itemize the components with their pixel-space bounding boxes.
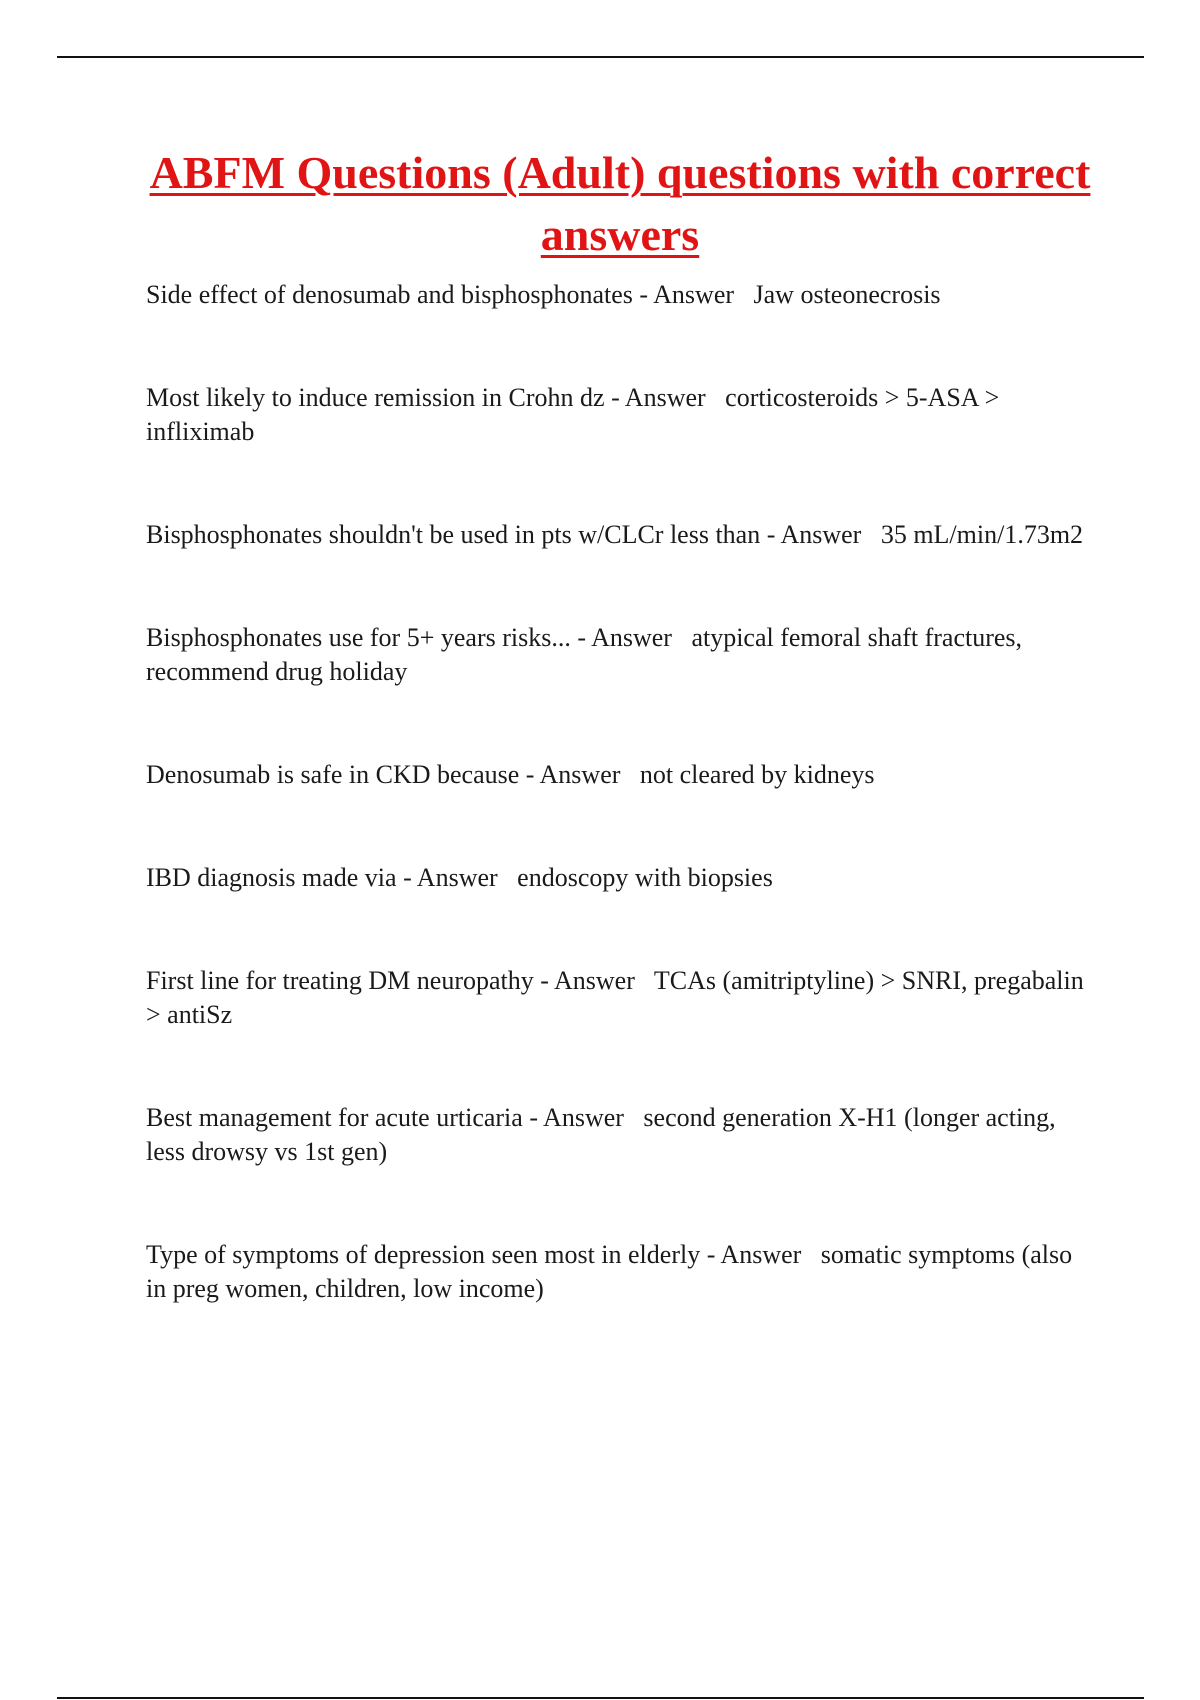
answer-marker: - Answer <box>522 1103 644 1132</box>
question-text: IBD diagnosis made via <box>146 863 397 892</box>
qa-item-7 <box>146 964 1096 1032</box>
answer-text: endoscopy with biopsies <box>517 863 773 892</box>
question-text: Bisphosphonates use for 5+ years risks... <box>146 623 571 652</box>
answer-text: Jaw osteonecrosis <box>753 280 941 309</box>
qa-item-2 <box>146 381 1096 449</box>
answer-text: atypical femoral shaft fractures, recommend drug holiday <box>146 623 1023 686</box>
qa-item-9 <box>146 1238 1096 1306</box>
answer-marker: - Answer <box>760 520 881 549</box>
footer-rule <box>57 1697 1144 1699</box>
qa-item-3 <box>146 518 1096 552</box>
question-text: Side effect of denosumab and bisphosphonates <box>146 280 633 309</box>
answer-text: second generation X-H1 (longer acting, less drowsy vs 1st gen) <box>146 1103 1056 1166</box>
qa-item-6 <box>146 861 1096 895</box>
answer-marker: - Answer <box>533 966 654 995</box>
question-text: Most likely to induce remission in Crohn dz <box>146 383 605 412</box>
question-text: Bisphosphonates shouldn't be used in pts w/CLCr less than <box>146 520 761 549</box>
question-text: First line for treating DM neuropathy <box>146 966 534 995</box>
qa-item-5 <box>146 758 1096 792</box>
answer-marker: - Answer <box>396 863 518 892</box>
page-title: ABFM Questions (Adult) questions with correct answers <box>149 147 1091 260</box>
answer-marker: - Answer <box>604 383 726 412</box>
answer-text: corticosteroids > 5-ASA > infliximab <box>146 383 1000 446</box>
answer-marker: - Answer <box>632 280 754 309</box>
qa-item-4 <box>146 621 1096 689</box>
question-text: Denosumab is safe in CKD because <box>146 760 520 789</box>
answer-text: TCAs (amitriptyline) > SNRI, pregabalin > antiSz <box>146 966 1084 1029</box>
answer-marker: - Answer <box>570 623 692 652</box>
question-text: Type of symptoms of depression seen most in elderly <box>146 1240 701 1269</box>
qa-list <box>146 278 1096 1375</box>
answer-marker: - Answer <box>700 1240 821 1269</box>
answer-text: not cleared by kidneys <box>639 760 875 789</box>
qa-item-8 <box>146 1101 1096 1169</box>
answer-marker: - Answer <box>519 760 640 789</box>
header-rule <box>57 56 1144 58</box>
qa-item-1 <box>146 278 1096 312</box>
answer-text: somatic symptoms (also in preg women, children, low income) <box>146 1240 1073 1303</box>
question-text: Best management for acute urticaria <box>146 1103 523 1132</box>
answer-text: 35 mL/min/1.73m2 <box>880 520 1084 549</box>
